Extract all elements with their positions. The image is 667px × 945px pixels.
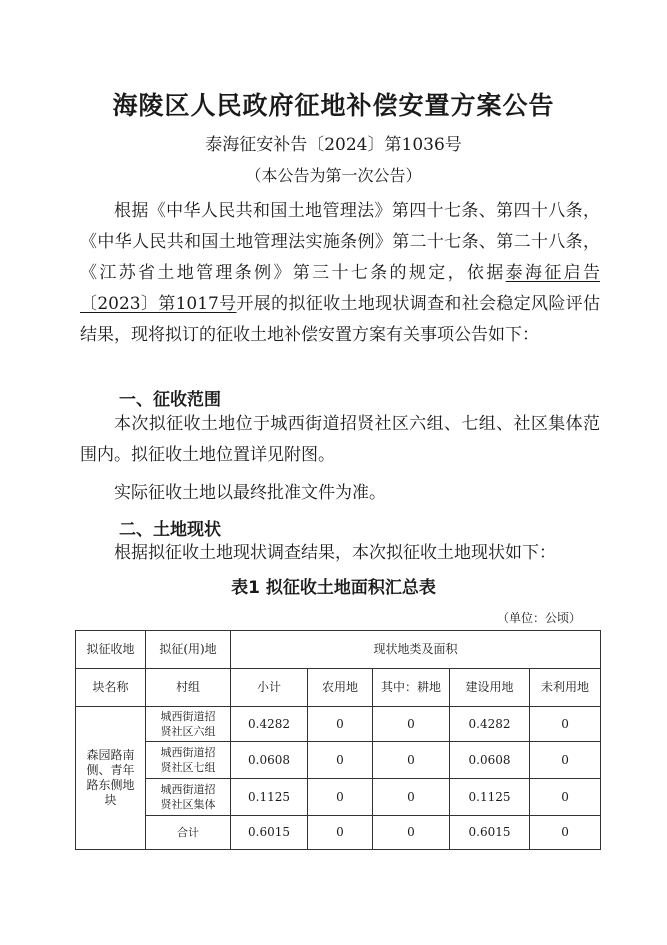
header-status-group: 现状地类及面积 xyxy=(231,631,601,669)
cultivated-cell: 0 xyxy=(373,707,450,742)
unused-cell: 0 xyxy=(530,816,601,850)
notice-label: （本公告为第一次公告） xyxy=(245,166,422,185)
section2-heading: 二、土地现状 xyxy=(119,520,221,540)
document-number: 泰海征安补告〔2024〕第1036号 xyxy=(205,135,462,155)
cultivated-cell: 0 xyxy=(373,816,450,850)
subtotal-cell: 0.0608 xyxy=(231,742,308,779)
farmland-cell: 0 xyxy=(308,742,373,779)
unused-cell: 0 xyxy=(530,742,601,779)
cultivated-cell: 0 xyxy=(373,779,450,816)
table-row xyxy=(76,779,601,816)
construction-cell: 0.6015 xyxy=(450,816,530,850)
header-construction: 建设用地 xyxy=(450,669,530,707)
intro-text-1: 根据《中华人民共和国土地管理法》第四十七条、第四十八条，《中华人民共和国土地管理法实施条例》第二十七条、第二十八条，《江苏省土地管理条例》第三十七条的规定，依据 xyxy=(80,201,600,283)
header-block-name-2: 块名称 xyxy=(76,669,146,707)
section2-paragraph-1: 根据拟征收土地现状调查结果，本次拟征收土地现状如下： xyxy=(114,543,556,563)
header-village-1: 拟征(用)地 xyxy=(146,631,231,669)
table-header-row-2 xyxy=(76,669,601,707)
header-village-2: 村组 xyxy=(146,669,231,707)
intro-reference: 泰海征启告〔2023〕第1017号 xyxy=(80,263,601,314)
section1-heading: 一、征收范围 xyxy=(119,390,221,410)
section1-paragraph-2: 实际征收土地以最终批准文件为准。 xyxy=(114,483,386,503)
intro-paragraph xyxy=(80,196,600,351)
table-title: 表1 拟征收土地面积汇总表 xyxy=(231,578,436,598)
table-header-row-1 xyxy=(76,631,601,669)
unused-cell: 0 xyxy=(530,779,601,816)
header-cultivated: 其中：耕地 xyxy=(373,669,450,707)
farmland-cell: 0 xyxy=(308,779,373,816)
farmland-cell: 0 xyxy=(308,816,373,850)
cultivated-cell: 0 xyxy=(373,742,450,779)
village-cell xyxy=(146,742,231,779)
block-name: 森园路南侧、青年路东侧地块 xyxy=(86,748,135,807)
village-name: 城西街道招贤社区集体 xyxy=(160,783,216,811)
section1-paragraph-1: 本次拟征收土地位于城西街道招贤社区六组、七组、社区集体范围内。拟征收土地位置详见附图。 xyxy=(80,414,600,465)
construction-cell: 0.1125 xyxy=(450,779,530,816)
farmland-cell: 0 xyxy=(308,707,373,742)
header-unused: 未利用地 xyxy=(530,669,601,707)
construction-cell: 0.4282 xyxy=(450,707,530,742)
unused-cell: 0 xyxy=(530,707,601,742)
subtotal-cell: 0.1125 xyxy=(231,779,308,816)
intro-text-2: 开展的拟征收土地现状调查和社会稳定风险评估结果，现将拟订的征收土地补偿安置方案有关事项公告如下： xyxy=(80,294,600,345)
header-subtotal: 小计 xyxy=(231,669,308,707)
block-name-cell xyxy=(76,707,146,850)
table-row xyxy=(76,742,601,779)
table-row xyxy=(76,707,601,742)
table-total-row xyxy=(76,816,601,850)
subtotal-cell: 0.6015 xyxy=(231,816,308,850)
document-title: 海陵区人民政府征地补偿安置方案公告 xyxy=(112,91,555,120)
subtotal-cell: 0.4282 xyxy=(231,707,308,742)
unit-label: （单位：公顷） xyxy=(496,611,581,625)
village-cell xyxy=(146,779,231,816)
header-farmland: 农用地 xyxy=(308,669,373,707)
construction-cell: 0.0608 xyxy=(450,742,530,779)
village-name: 城西街道招贤社区六组 xyxy=(160,710,216,738)
village-name: 城西街道招贤社区七组 xyxy=(160,746,216,774)
village-cell xyxy=(146,707,231,742)
header-block-name-1: 拟征收地 xyxy=(76,631,146,669)
total-label: 合计 xyxy=(146,816,231,850)
land-area-table xyxy=(75,630,601,850)
